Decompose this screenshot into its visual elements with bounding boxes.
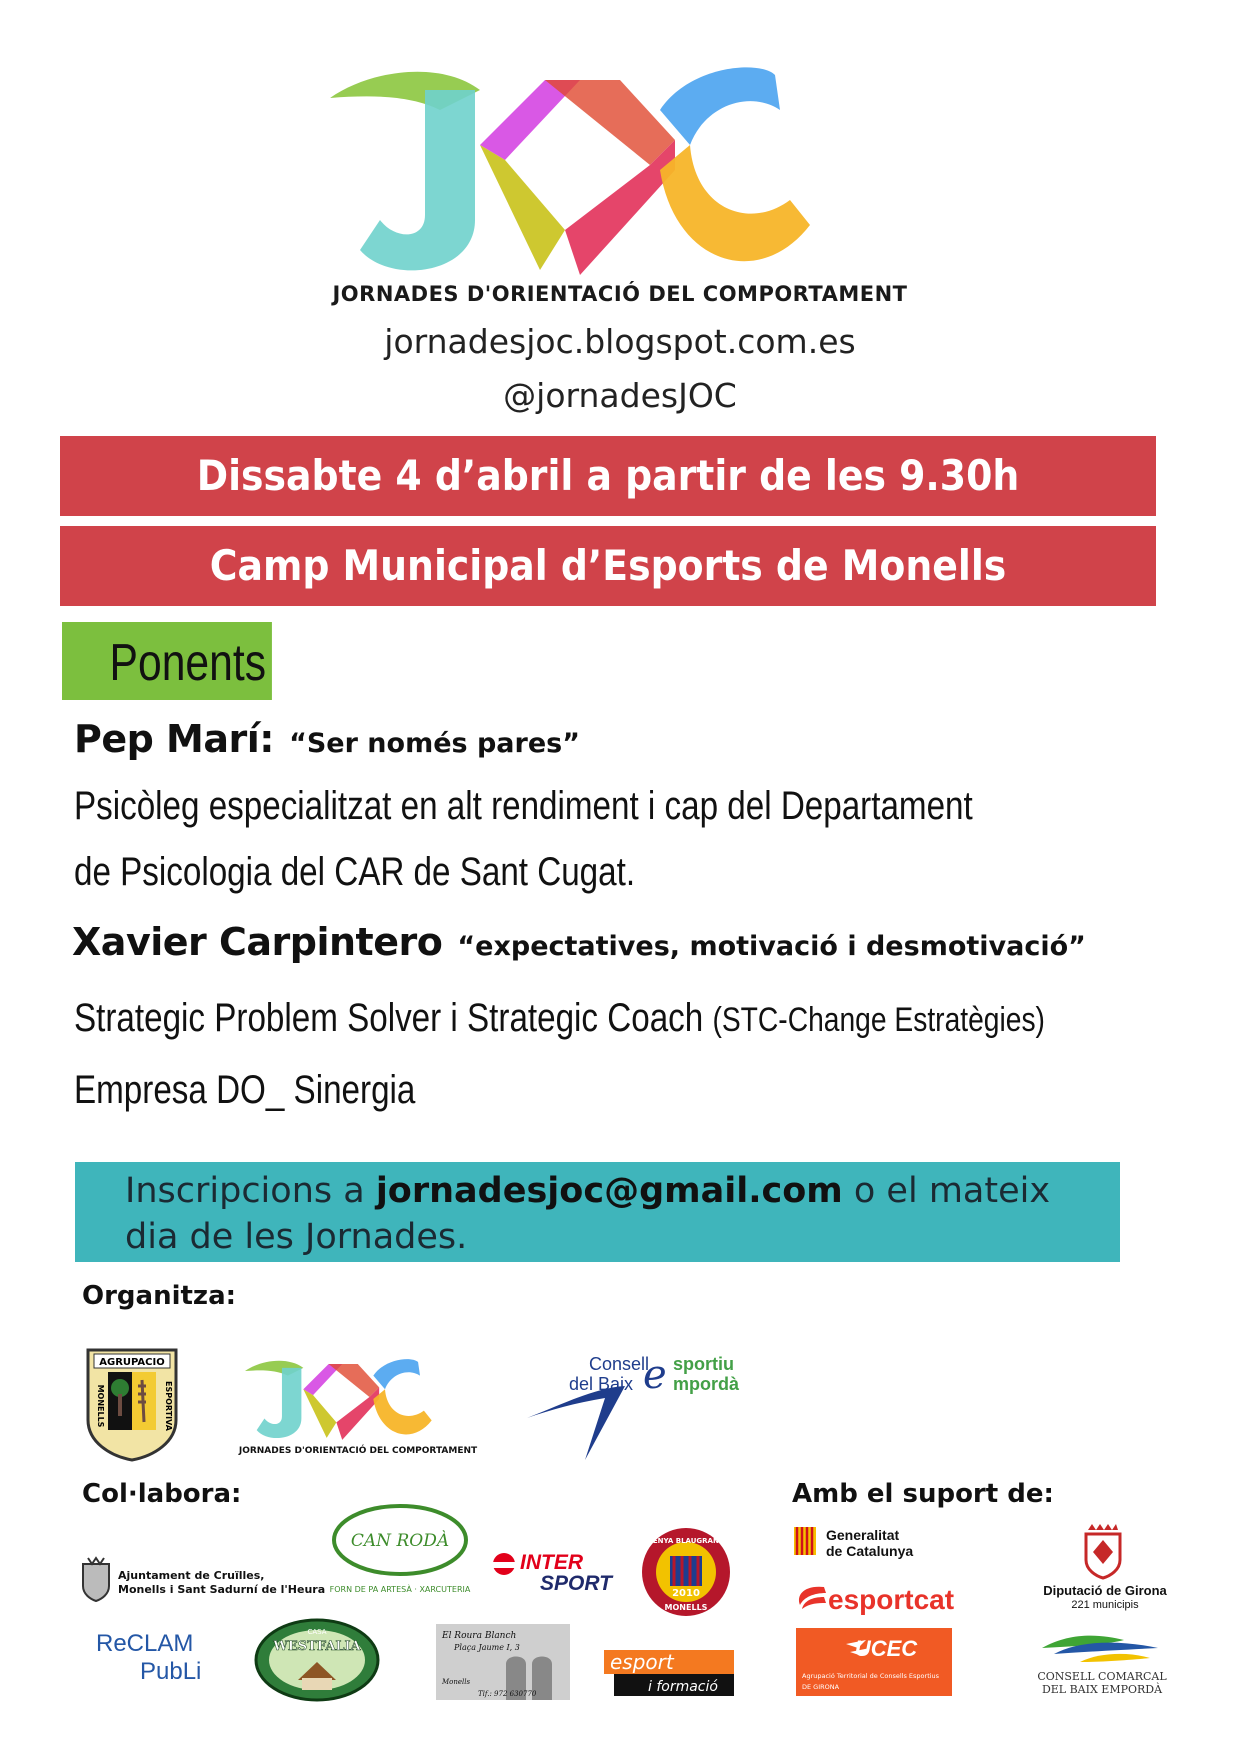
registration-prefix: Inscripcions a — [125, 1171, 376, 1211]
speaker-2-talk: “expectatives, motivació i desmotivació” — [457, 931, 1086, 962]
suport-label: Amb el suport de: — [792, 1479, 1054, 1509]
reclam-line1: ReCLAM — [96, 1630, 194, 1657]
consell-line4: mpordà — [673, 1374, 740, 1394]
diputacio-text — [1020, 1584, 1190, 1612]
registration-suffix: o el mateix — [842, 1171, 1051, 1211]
reclam-line2: PubLi — [140, 1658, 202, 1685]
website-link[interactable]: jornadesjoc.blogspot.com.es — [384, 322, 856, 361]
roura-phone: Tlf.: 972 630770 — [478, 1690, 537, 1698]
twitter-handle[interactable]: @jornadesJOC — [503, 376, 737, 415]
consell-comarcal-line1: CONSELL COMARCAL — [1037, 1670, 1167, 1683]
joc-logo — [330, 50, 870, 290]
speaker-2-bio-line-3: Empresa DO_ Sinergia — [74, 1068, 416, 1112]
penya-year: 2010 — [672, 1588, 700, 1599]
reclam-publi-logo — [96, 1625, 216, 1687]
consell-comarcal-logo — [1040, 1628, 1164, 1670]
westfalia-casa: CASA — [307, 1628, 327, 1636]
consell-comarcal-text — [1020, 1670, 1184, 1696]
ajuntament-line1: Ajuntament de Cruïlles, — [118, 1569, 265, 1582]
intersport-inter: INTER — [520, 1551, 583, 1574]
westfalia-name: WESTFALIA — [273, 1639, 361, 1654]
registration-line-2: dia de les Jornades. — [125, 1217, 468, 1257]
penya-blaugrana-logo — [640, 1526, 732, 1618]
agrupacio-right-text: ESPORTIVA — [164, 1381, 173, 1431]
diputacio-line1: Diputació de Girona — [1043, 1583, 1167, 1598]
ucec-sub1: Agrupació Territorial de Consells Esportius — [802, 1672, 940, 1680]
collabora-label: Col·labora: — [82, 1479, 242, 1509]
registration-box — [75, 1162, 1120, 1262]
speaker-1-bio-line-2: de Psicologia del CAR de Sant Cugat. — [74, 850, 636, 894]
consell-e: e — [643, 1352, 667, 1398]
organitza-label: Organitza: — [82, 1281, 237, 1311]
joc-small-tagline: JORNADES D'ORIENTACIÓ DEL COMPORTAMENT — [238, 1446, 478, 1456]
esportcat-icon — [794, 1583, 828, 1613]
diputacio-girona-emblem — [1080, 1524, 1126, 1580]
intersport-sport: SPORT — [540, 1572, 612, 1594]
esportcat-text: esportcat — [828, 1584, 955, 1615]
generalitat-line1: Generalitat — [826, 1527, 900, 1543]
ajuntament-line2: Monells i Sant Sadurní de l'Heura — [118, 1583, 326, 1596]
intersport-logo — [490, 1548, 616, 1594]
consell-line1: Consell — [589, 1354, 650, 1374]
consell-comarcal-line2: DEL BAIX EMPORDÀ — [1041, 1683, 1163, 1696]
speaker-2-bio-line-1 — [74, 996, 1045, 1041]
ajuntament-shield-icon — [80, 1556, 112, 1602]
speaker-2-header — [72, 920, 1086, 964]
consell-line3: sportiu — [673, 1354, 734, 1374]
speaker-2-name: Xavier Carpintero — [72, 920, 443, 964]
esport-formacio: i formació — [648, 1679, 718, 1695]
generalitat-flag-icon — [794, 1527, 816, 1555]
speaker-1-bio-line-1: Psicòleg especialitzat en alt rendiment i cap del Departament — [74, 784, 973, 828]
tagline: JORNADES D'ORIENTACIÓ DEL COMPORTAMENT — [332, 282, 908, 306]
ajuntament-text — [118, 1569, 325, 1597]
esport-word: esport — [610, 1650, 674, 1674]
speaker-1-header — [74, 717, 580, 761]
roura-line1: El Roura Blanch — [442, 1631, 517, 1641]
ucec-name: UCEC — [854, 1636, 918, 1661]
esport-i-formacio-logo — [604, 1650, 734, 1696]
speaker-1-talk: “Ser només pares” — [289, 728, 580, 759]
el-roura-blanch-logo — [436, 1624, 570, 1700]
penya-bottom: MONELLS — [664, 1603, 708, 1612]
agrupacio-esportiva-monells-logo — [84, 1346, 180, 1462]
joc-logo-small — [245, 1352, 455, 1446]
generalitat-line2: de Catalunya — [826, 1543, 914, 1559]
roura-line2: Plaça Jaume I, 3 — [454, 1643, 520, 1652]
ponents-heading: Ponents — [62, 622, 272, 700]
event-date-banner: Dissabte 4 d’abril a partir de les 9.30h — [60, 436, 1156, 516]
speaker-2-role: Strategic Problem Solver i Strategic Coach — [74, 996, 704, 1040]
penya-top: PENYA BLAUGRANA — [647, 1537, 725, 1545]
speaker-1-name: Pep Marí — [74, 717, 260, 761]
consell-esportiu-baix-emporda-logo — [525, 1348, 745, 1466]
agrupacio-left-text: MONELLS — [96, 1384, 105, 1428]
speaker-2-company-note: (STC-Change Estratègies) — [712, 1001, 1045, 1039]
event-venue-banner: Camp Municipal d’Esports de Monells — [60, 526, 1156, 606]
can-roda-name: CAN RODÀ — [350, 1531, 450, 1551]
can-roda-logo — [330, 1500, 480, 1596]
roura-town: Monells — [442, 1678, 471, 1686]
generalitat-text — [826, 1527, 913, 1559]
can-roda-sub: FORN DE PA ARTESÀ · XARCUTERIA — [330, 1585, 471, 1594]
ucec-logo — [796, 1628, 952, 1696]
consell-line2: del Baix — [569, 1374, 634, 1394]
agrupacio-top-text: AGRUPACIO — [99, 1357, 165, 1368]
diputacio-line2: 221 municipis — [1071, 1599, 1139, 1611]
ucec-sub2: DE GIRONA — [802, 1683, 840, 1691]
registration-email[interactable]: jornadesjoc@gmail.com — [375, 1171, 843, 1211]
speaker-1-colon: : — [259, 717, 274, 761]
casa-westfalia-logo — [254, 1618, 380, 1702]
